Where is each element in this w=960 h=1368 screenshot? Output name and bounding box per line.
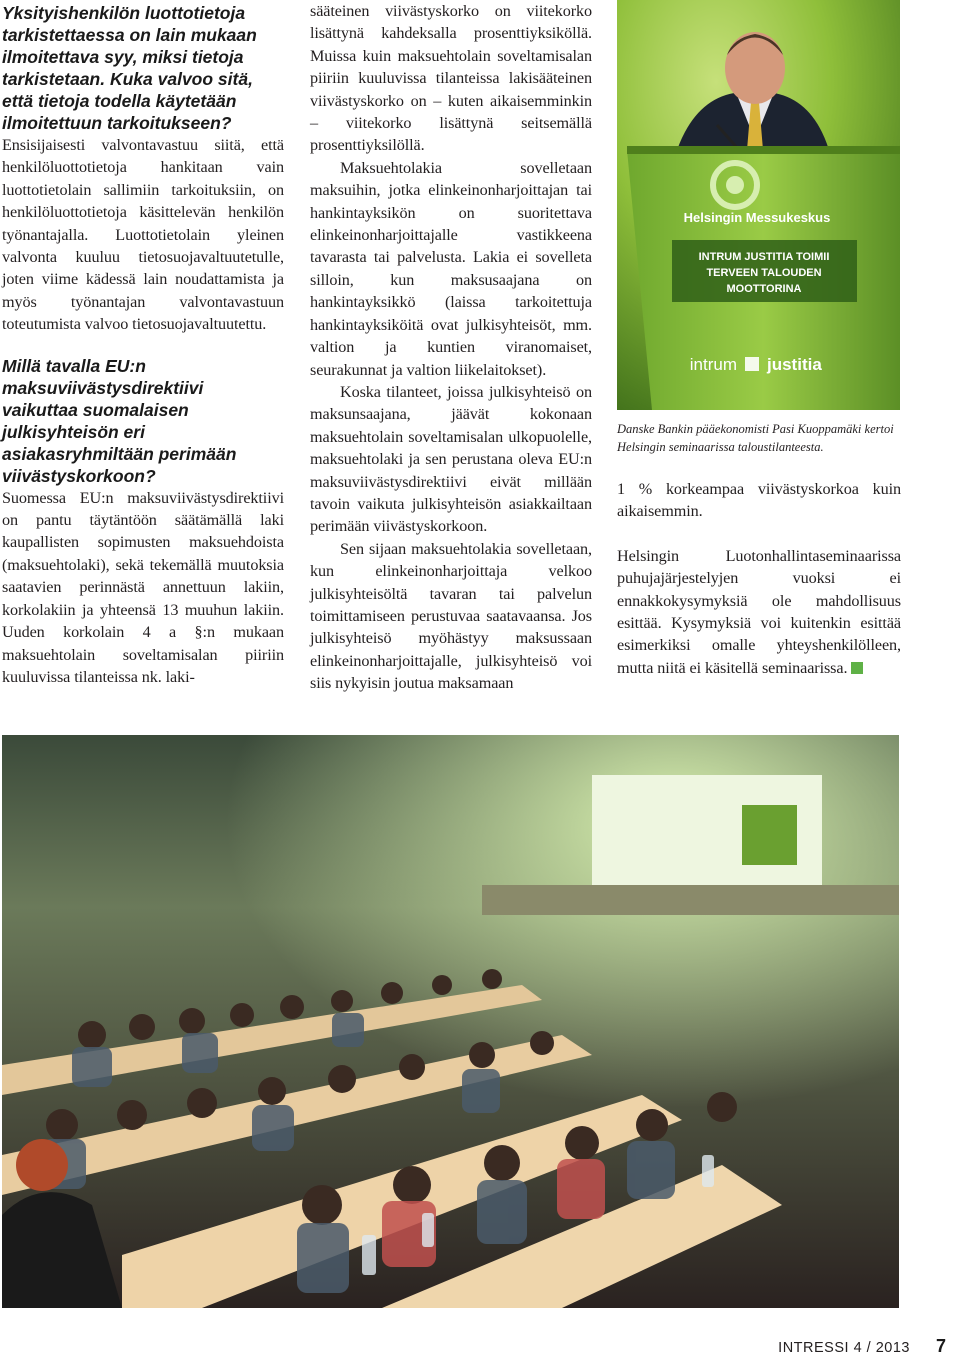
page-footer (778, 1336, 946, 1366)
text-column-1 (2, 0, 284, 688)
body-paragraph-continued: sääteinen viivästyskorko on viitekorko lisättynä kahdeksalla prosenttiyksiköllä. Muissa kuin maksuehtolain soveltamisalan piiriin kuuluvissa tilanteissa lakisääteinen viivästyskorko on – kuten aikaisemminkin – viitekorko lisättynä seitsemällä prosenttiyksilöllä. (310, 2, 592, 155)
banner-line-3: MOOTTORINA (726, 283, 802, 295)
question-heading-2: Millä tavalla EU:n maksuviivästysdirektiivi vaikuttaa suomalaisen julkisyhteisön eri asiakasryhmiltään perimään viivästyskorkoon? (2, 355, 237, 486)
body-paragraph-continued: 1 % korkeampaa viivästyskorkoa kuin aikaisemmin. (617, 480, 901, 521)
magazine-issue: INTRESSI 4 / 2013 (778, 1340, 910, 1356)
end-of-article-mark-icon (851, 662, 863, 674)
banner-line-1: INTRUM JUSTITIA TOIMII (698, 251, 830, 263)
logo-text-left: intrum (689, 355, 737, 374)
body-paragraph: Koska tilanteet, joissa julkisyhteisö on maksunsaajana, jäävät kokonaan maksuehtolain soveltamisalan ulkopuolelle, maksuehtolaki ja sen perustana oleva EU:n maksuviivästysdirektiivi eivät millään tavoin vaikuta julkisyhteisön asiakkailtaan perimään viivästyskorkoon. (310, 382, 592, 536)
body-paragraph: Maksuehtolakia sovelletaan maksuihin, jotka elinkeinonharjoittajan tai hankintayksikön on suoritettava elinkeinonharjoittajalle vastikkeena tavarasta tai palvelusta. Lakia ei sovelleta silloin, kun maksusaajana on hankintayksikkö (laissa tarkoitettuja hankintayksiköitä ovat julkisyhteisöt, mm. valtion ja kuntien viranomaiset, seurakunnat ja valtion liikelaitokset). (310, 158, 592, 379)
banner-line-2: TERVEEN TALOUDEN (706, 267, 822, 279)
text-column-3 (617, 0, 901, 679)
body-paragraph: Sen sijaan maksuehtolakia sovelletaan, kun elinkeinonharjoittaja velkoo julkisyhteisöltä tavaran tai palvelun toimittamiseen perustuvaa saatavaansa. Jos julkisyhteisö myöhästyy maksussaan elinkeinonharjoittajalle, julkisyhteisö voi siis nykyisin joutua maksamaan (310, 539, 592, 693)
logo-text-right: justitia (767, 355, 822, 374)
body-paragraph-last-text: Helsingin Luotonhallintaseminaarissa puhujajärjestelyjen vuoksi ei ennakkokysymyksiä ole mahdollisuus esittää. Kysymyksiä voi kuitenkin esittää esimerkiksi omalle yhteyshenkilölleen, mutta niitä ei käsitellä seminaarissa. (617, 546, 901, 677)
podium-text: Helsingin Messukeskus (683, 210, 831, 225)
text-column-2 (310, 0, 592, 695)
body-paragraph-last (617, 545, 901, 679)
question-heading-1: Yksityishenkilön luottotietoja tarkistettaessa on lain mukaan ilmoitettava syy, miksi tietoja tarkistetaan. Kuka valvoo sitä, että tietoja todella käytetään ilmoitettuun tarkoitukseen? (2, 3, 257, 133)
seminar-audience-photo (2, 735, 899, 1308)
seminar-audience-image (2, 735, 899, 1308)
photo-caption: Danske Bankin pääekonomisti Pasi Kuoppamäki kertoi Helsingin seminaarissa taloustilanteesta. (617, 422, 894, 454)
answer-paragraph-2: Suomessa EU:n maksuviivästysdirektiivi on pantu täytäntöön säätämällä laki kaupallisten sopimusten maksuehdoista (maksuehtolaki), sekä tekemällä muutoksia saatavien perinnästä annettuun lakiin, korkolakiin ja yhteensä 13 muuhun lakiin. Uuden korkolain 4 a §:n mukaan maksuehtolain soveltamisalan piiriin kuuluvissa tilanteissa nk. laki- (2, 488, 284, 686)
answer-paragraph-1: Ensisijaisesti valvontavastuu siitä, että henkilöluottotietoja hankitaan vain luottotietolain sallimiin tarkoituksiin, on henkilöluottotietoja käsittelevän henkilön työnantajalla. Luottotietolain yleinen valvonta kuuluu tietosuojavaltuutetulle, joten viime kädessä lain noudattamista ja myös työnantajan valvontavastuun toteutumista valvoo tietosuojavaltuutettu. (2, 136, 284, 334)
page-number: 7 (935, 1336, 946, 1356)
